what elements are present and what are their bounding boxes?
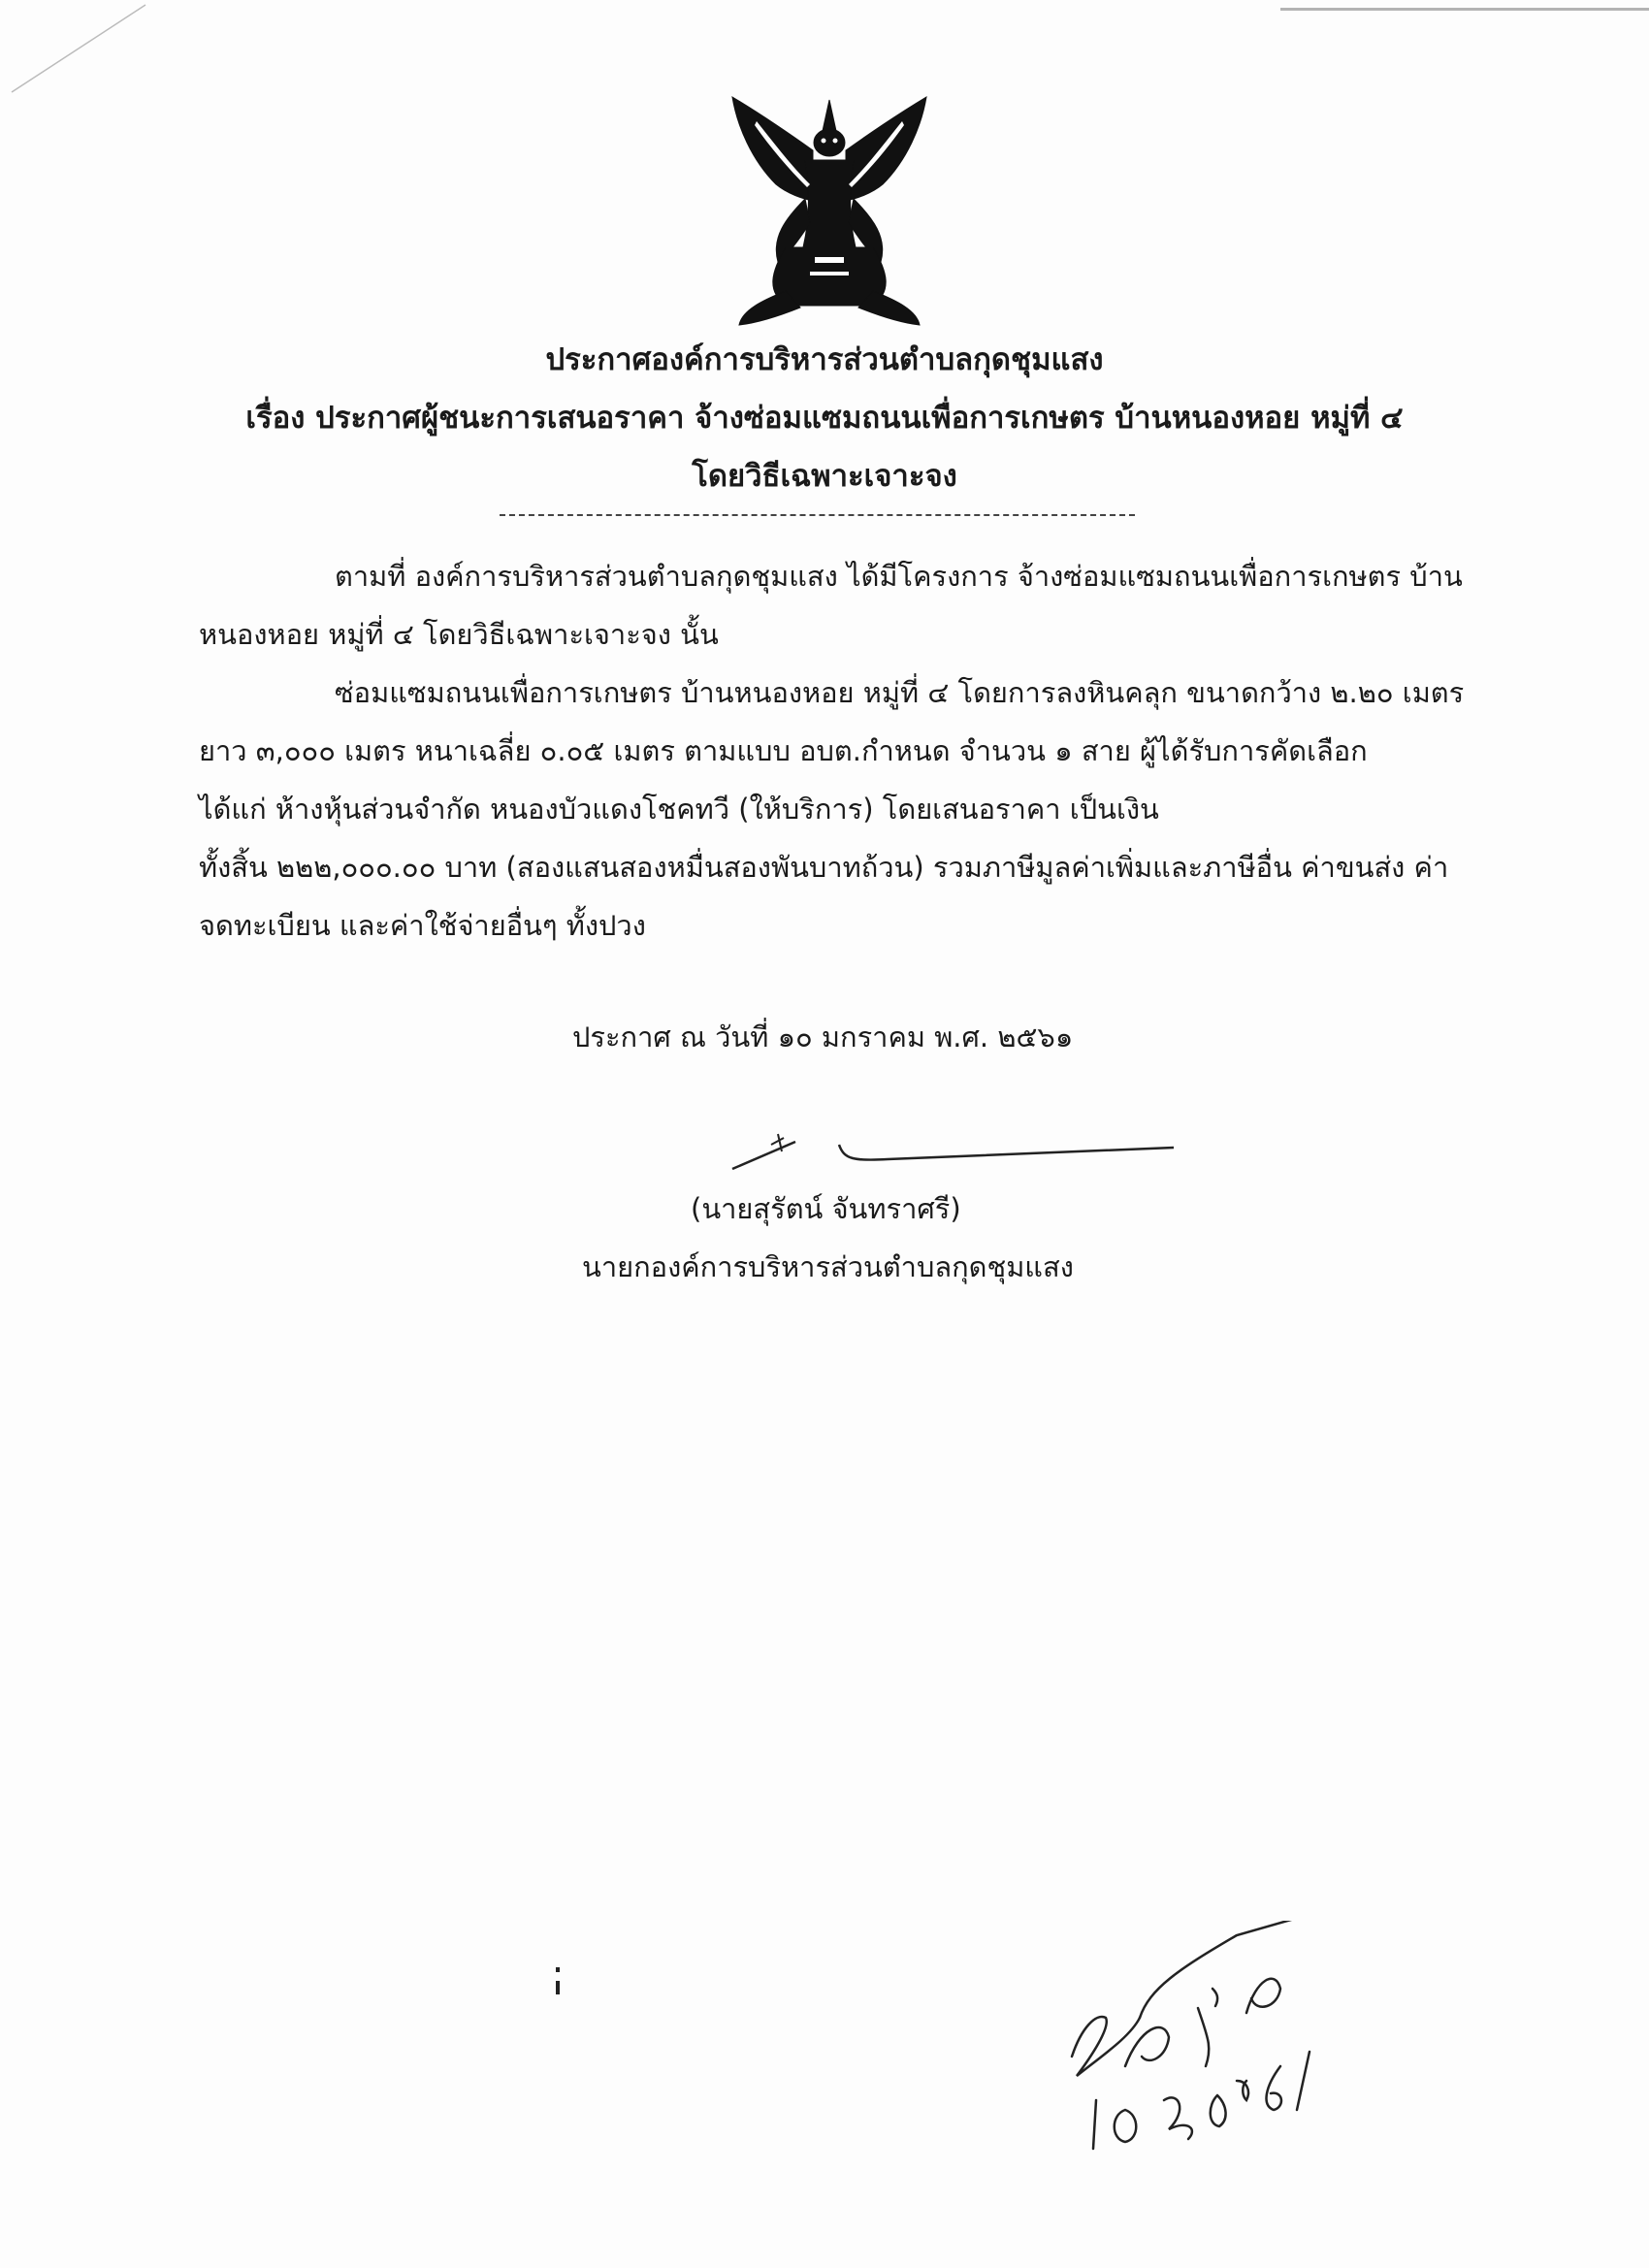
signature-mark: [718, 1130, 1193, 1198]
signer-name: (นายสุรัตน์ จันทราศรี): [691, 1192, 961, 1225]
scan-artifact-mark: [0, 0, 194, 116]
announce-date: ประกาศ ณ วันที่ ๑๐ มกราคม พ.ศ. ๒๕๖๑: [572, 1021, 1074, 1053]
document-method: โดยวิธีเฉพาะเจาะจง: [692, 459, 957, 494]
scan-edge-line: [1280, 8, 1649, 11]
paragraph1-line2: หนองหอย หมู่ที่ ๔ โดยวิธีเฉพาะเจาะจง นั้น: [199, 618, 719, 651]
title-separator: [500, 514, 1135, 516]
document-title: ประกาศองค์การบริหารส่วนตำบลกุดชุมแสง: [545, 342, 1104, 377]
signer-position: นายกองค์การบริหารส่วนตำบลกุดชุมแสง: [582, 1250, 1074, 1283]
paragraph2-line1: ซ่อมแซมถนนเพื่อการเกษตร บ้านหนองหอย หมู่ที่ ๔ โดยการลงหินคลุก ขนาดกว้าง ๒.๒๐ เมตร: [335, 676, 1465, 709]
paragraph1-line1: ตามที่ องค์การบริหารส่วนตำบลกุดชุมแสง ได้มีโครงการ จ้างซ่อมแซมถนนเพื่อการเกษตร บ้าน: [335, 560, 1463, 593]
document-subject: เรื่อง ประกาศผู้ชนะการเสนอราคา จ้างซ่อมแซมถนนเพื่อการเกษตร บ้านหนองหอย หมู่ที่ ๔: [245, 401, 1404, 436]
paragraph2-line4: ทั้งสิ้น ๒๒๒,๐๐๐.๐๐ บาท (สองแสนสองหมื่นสองพันบาทถ้วน) รวมภาษีมูลค่าเพิ่มและภาษีอื่น ค่าขนส่ง ค่า: [199, 851, 1449, 884]
scan-dot-mark: [555, 1967, 561, 1996]
paragraph2-line3: ได้แก่ ห้างหุ้นส่วนจำกัด หนองบัวแดงโชคทวี (ให้บริการ) โดยเสนอราคา เป็นเงิน: [199, 793, 1159, 826]
paragraph2-line2: ยาว ๓,๐๐๐ เมตร หนาเฉลี่ย ๐.๐๕ เมตร ตามแบบ อบต.กำหนด จำนวน ๑ สาย ผู้ได้รับการคัดเลือก: [199, 734, 1368, 767]
garuda-emblem-icon: [718, 92, 941, 335]
handwritten-initials-note: [1052, 1921, 1373, 2173]
paragraph2-line5: จดทะเบียน และค่าใช้จ่ายอื่นๆ ทั้งปวง: [199, 909, 646, 942]
